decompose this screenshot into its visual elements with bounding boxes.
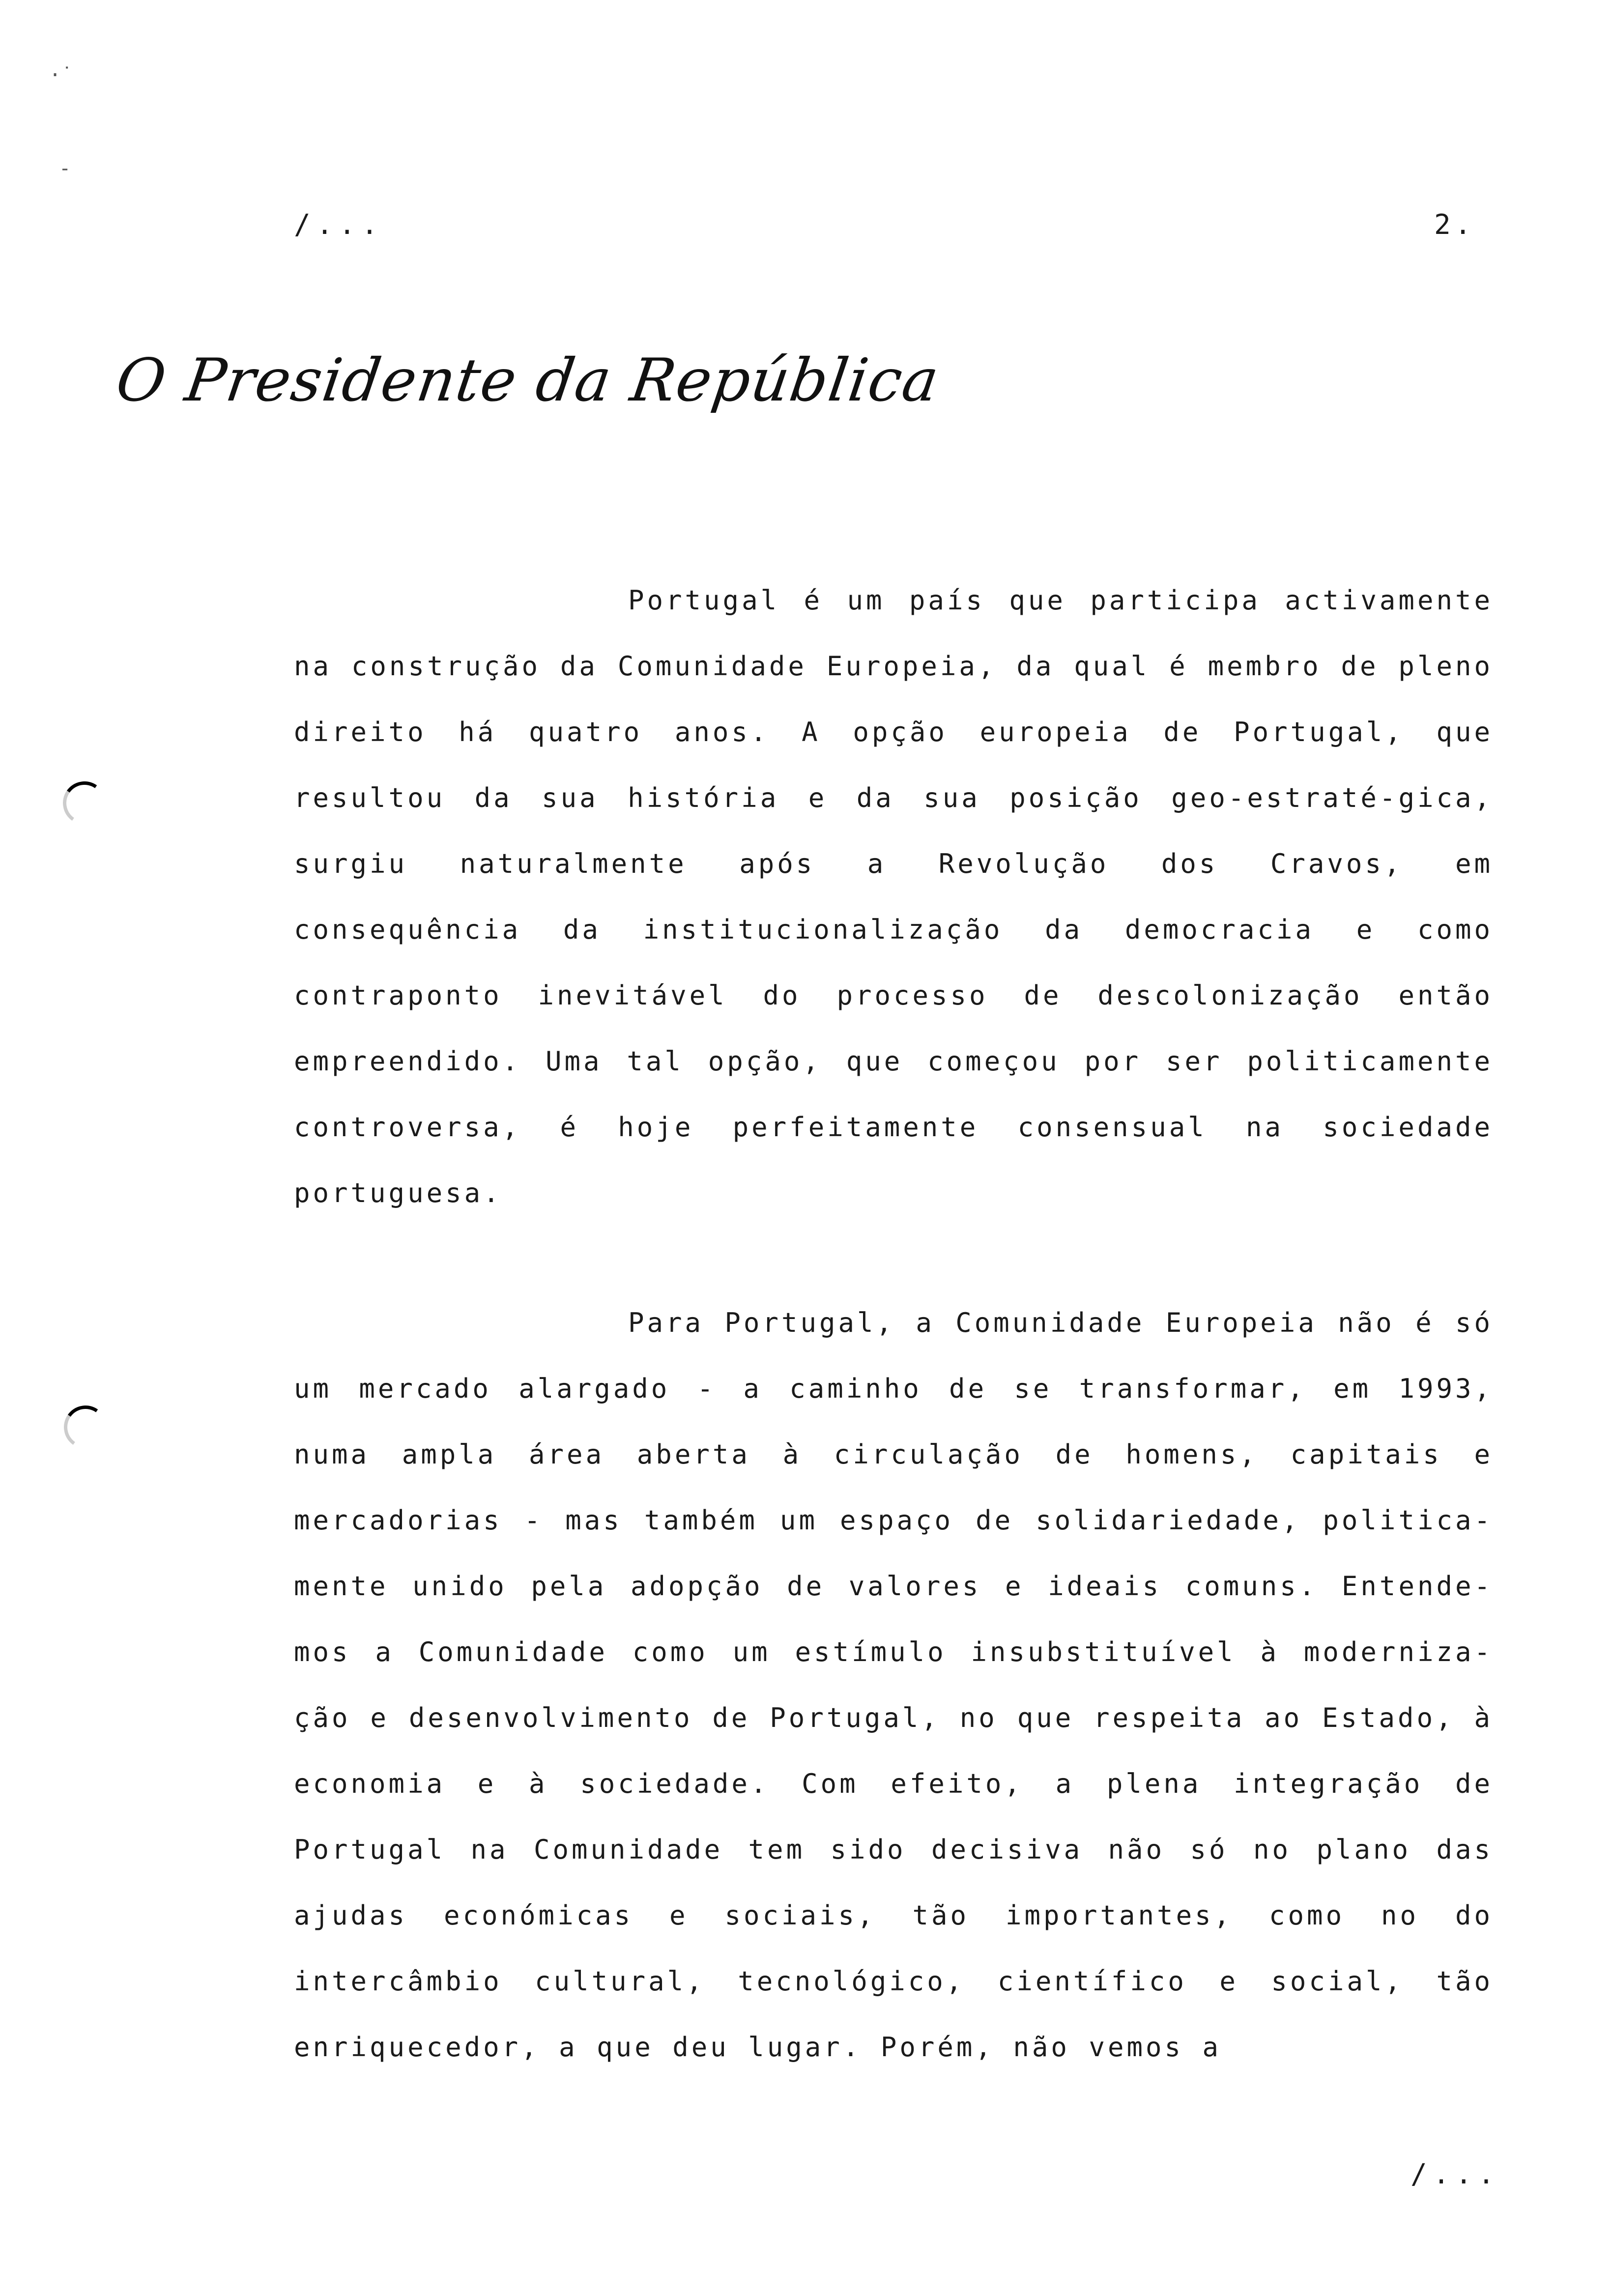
continuation-marker-top: /...: [294, 209, 384, 241]
punch-hole: [59, 778, 110, 828]
scan-mark: ·˙: [49, 64, 73, 86]
continuation-marker-bottom: /...: [1410, 2158, 1500, 2190]
paragraph-text: Para Portugal, a Comunidade Europeia não é só um mercado alargado - a caminho de se transformar, em 1993, numa ampla área aberta à circulação de homens, capitais e mercadorias - mas também um espaço de solidariedade, politica-mente unido pela adopção de valores e ideais comuns. Entende-mos a Comunidade como um estímulo insubstituível à moderniza-ção e desenvolvimento de Portugal, no que respeita ao Estado, à economia e à sociedade. Com efeito, a plena integração de Portugal na Comunidade tem sido decisiva não só no plano das ajudas económicas e sociais, tão importantes, como no do intercâmbio cultural, tecnológico, científico e social, tão enriquecedor, a que deu lugar. Porém, não vemos a: [294, 1307, 1493, 2063]
punch-hole: [60, 1402, 111, 1452]
paragraph-2: [294, 1290, 1493, 2080]
paragraph-text: Portugal é um país que participa activamente na construção da Comunidade Europeia, da qual é membro de pleno direito há quatro anos. A opção europeia de Portugal, que resultou da sua história e da sua posição geo-estraté-gica, surgiu naturalmente após a Revolução dos Cravos, em consequência da institucionalização da democracia e como contraponto inevitável do processo de descolonização então empreendido. Uma tal opção, que começou por ser politicamente controversa, é hoje perfeitamente consensual na sociedade portuguesa.: [294, 585, 1493, 1208]
letterhead: O Presidente da República: [112, 346, 944, 415]
scan-mark: -: [59, 157, 71, 180]
page-number: 2.: [1434, 209, 1475, 241]
paragraph-1: [294, 568, 1493, 1226]
